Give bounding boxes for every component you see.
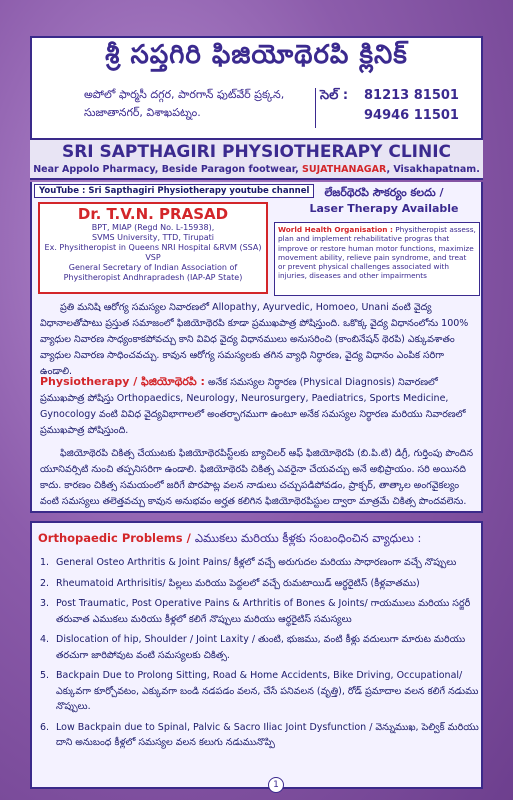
who-box: [274, 222, 480, 296]
telugu-address: అపోలో ఫార్మసీ దగ్గర, పారగాన్ ఫుట్‌వేర్ ప్రక్కన, సుజాతానగర్, విశాఖపట్నం.: [84, 88, 285, 119]
item-text: Rheumatoid Arthrisitis/ పిల్లలు మరియు పెద్దలలో వచ్చే రుమటాయిడ్ ఆర్ధరైటిస్ (కీళ్లవాతము): [56, 577, 420, 589]
item-number: 1.: [40, 557, 50, 568]
item-text: General Osteo Arthritis & Joint Pains/ కీళ్లలో వచ్చే అరుగుదల మరియు సాధారణంగా వచ్చే నొప్పులు: [56, 557, 457, 568]
list-item: [40, 555, 480, 571]
list-item: [40, 632, 480, 663]
item-text: Backpain Due to Prolong Sitting, Road & Home Accidents, Bike Driving, Occupational/ ఎక్కువగా కూర్చోవటం, ఎక్కువగా బండి నడపడం వలన, చేసే పనివలన (వృత్తి), రోడ్ ప్రమాదాల వలన కలిగే నడుము నొప్పులు.: [56, 670, 479, 712]
who-text: Physitheropist assess, plan and implement rehabilitative progras that improve or restore human motor functions, maximize movement ability, relieve pain syndrome, and treat or prevent physical challenges associated with injuries, diseases and other impairments: [278, 225, 476, 281]
telugu-clinic-title: శ్రీ సప్తగిరి ఫిజియోథెరపి క్లినిక్: [105, 40, 408, 70]
phone-number-1: 81213 81501: [364, 88, 459, 103]
phone-number-2: 94946 11501: [364, 108, 459, 123]
header-panel: [30, 36, 483, 148]
item-number: 3.: [40, 598, 50, 609]
list-item: [40, 596, 480, 627]
physiotherapy-paragraph: [40, 374, 477, 439]
youtube-channel: YouTube : Sri Sapthagiri Physiotherapy youtube channel: [34, 184, 314, 198]
laser-therapy-english: Laser Therapy Available: [309, 202, 459, 215]
ortho-panel: [30, 521, 483, 789]
list-item: [40, 668, 480, 715]
item-number: 5.: [40, 670, 50, 681]
doctor-position-1: General Secretary of Indian Association of: [68, 263, 238, 272]
doctor-position-2: Physitheropist Andhrapradesh (IAP-AP State): [63, 273, 243, 282]
item-text: Dislocation of hip, Shoulder / Joint Laxity / తుంటి, భుజము, వంటి కీళ్లు వదులుగా మారుట మరియు తరచుగా జారిపోవుట వంటి సమస్యలకు చికిత్స.: [56, 634, 466, 661]
ortho-heading: [38, 531, 421, 548]
doctor-qualification: BPT, MIAP (Regd No. L-15938),: [91, 223, 215, 232]
english-address: [30, 164, 483, 175]
physiotherapy-text: అనేక సమస్యల నిర్ధారణ (Physical Diagnosis) నివారణలో ప్రముఖపాత్ర పోషిస్తు Orthopaedics, Neurology, Neurosurgery, Paediatrics, Sports Medicine, Gynocology వంటి వివిధ వైద్యవిభాగాలలో అంతర్భాగముగా ఉంటూ అనేక సమస్యల నిర్ధారణ మరియు నివారణలో ప్రముఖపాత్ర పోషిస్తుంది.: [40, 377, 466, 436]
item-number: 4.: [40, 634, 50, 645]
doctor-name: Dr. T.V.N. PRASAD: [77, 205, 229, 223]
ortho-list: [40, 555, 480, 756]
doctor-university: SVMS University, TTD, Tirupati: [92, 233, 214, 242]
list-item: [40, 576, 480, 592]
english-address-city: , Visakhapatnam.: [386, 164, 480, 175]
item-text: Post Traumatic, Post Operative Pains & Arthritis of Bones & Joints/ గాయములు మరియు సర్జరీ తరువాత ఎముకలు మరియు కీళ్లలో కలిగే నొప్పులు మరియు ఆర్ధరైటిస్ సమస్యలు: [56, 598, 471, 625]
english-address-highlight: SUJATHANAGAR: [302, 164, 387, 175]
doctor-card: [38, 202, 268, 294]
divider: [315, 88, 316, 128]
qualification-paragraph: ఫిజియోథెరపి చికిత్స చేయుటకు ఫిజియోథెరపిస్ట్‌లకు బ్యాచిలర్ ఆఫ్ ఫిజియోథెరపి (బి.పి.టి) డిగ్రీ, గుర్తింపు పొందిన యూనివర్సిటి నుంచి తప్పనిసరిగా ఉండాలి. ఫిజియోథెరపి చికిత్స ఎవరైనా చేయవచ్చు అనే అభిప్రాయం. సరి అయినది కాదు. కారణం చికిత్స సమయంలో జరిగే పొరపాట్ల వలన నాడులు చచ్చుపడిపోవడం, ప్రాక్చర్, తాత్కాల అంగవైకల్యం వంటి సమస్యలు తలెత్తవచ్చు కావున అనుభవం అర్హత కలిగిన ఫిజియోథెరపిస్టుల ద్వారా మాత్రమే చికిత్స పొందవలెను.: [40, 448, 474, 507]
english-header-panel: [30, 138, 483, 180]
laser-therapy-telugu: లేజర్‌థెరపి సౌకర్యం కలదు /: [324, 186, 444, 199]
list-item: [40, 720, 480, 751]
who-label: World Health Organisation :: [278, 225, 393, 234]
flyer: [14, 14, 499, 789]
ortho-heading-en: Orthopaedic Problems /: [38, 531, 191, 545]
english-address-part: Near Appolo Pharmacy, Beside Paragon footwear,: [33, 164, 299, 175]
english-clinic-title: SRI SAPTHAGIRI PHYSIOTHERAPY CLINIC: [61, 142, 452, 162]
item-text: Low Backpain due to Spinal, Palvic & Sacro Iliac Joint Dysfunction / వెన్నుముఖ, పెల్విక్ మరియు దాని అనుబంధ కీళ్లలో సమస్యల వలన కలుగు నడుమునొప్పి: [56, 721, 479, 748]
main-panel: [30, 182, 483, 513]
physiotherapy-label: Physiotherapy / ఫిజియోథెరపి :: [40, 375, 205, 388]
cell-label: సెల్ :: [320, 88, 349, 103]
item-number: 2.: [40, 577, 50, 589]
item-number: 6.: [40, 721, 50, 733]
doctor-experience: Ex. Physitheropist in Queens NRI Hospital &RVM (SSA) VSP: [44, 243, 262, 262]
phone-block: [320, 86, 490, 126]
intro-paragraph: ప్రతి మనిషి ఆరోగ్య సమస్యల నివారణలో Allopathy, Ayurvedic, Homoeo, Unani వంటి వైద్య విధానాలతోపాటు ప్రస్తుత సమాజంలో ఫిజియోథెరపి కూడా ప్రముఖపాత్ర పోషిస్తుంది. ఒకొక్క వైద్య విధానంలోను 100% వ్యాధుల నివారణ సాధ్యంకాకపోవచ్చు కాని వివిధ వైద్య విధానములు అనుసరించి (కాంబినేషన్ థెరపి) ఎక్కువశాతం వ్యాధుల నివారణ సాధించవచ్చు. కావున ఆరోగ్య సమస్యలకు తగిన వ్యాధి నిర్ధారణ, వైద్య విధానం ఎంపిక సరిగా ఉండాలి.: [40, 302, 469, 377]
page-number: 1: [268, 777, 284, 793]
ortho-heading-te: ఎముకలు మరియు కీళ్లకు సంబంధించిన వ్యాధులు :: [194, 531, 422, 545]
